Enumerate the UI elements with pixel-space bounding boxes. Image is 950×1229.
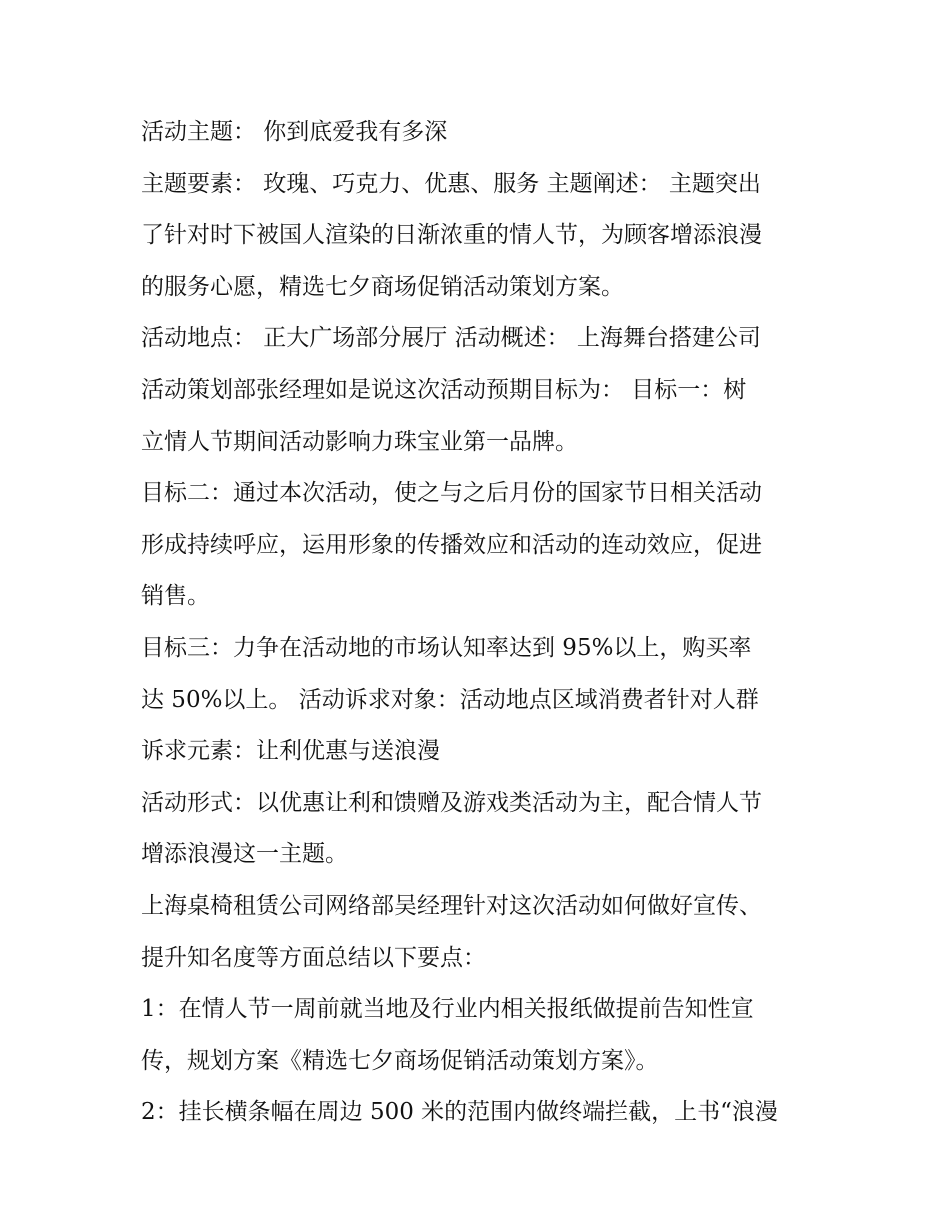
text-line: 活动地点： 正大广场部分展厅 活动概述： 上海舞台搭建公司 (141, 325, 761, 352)
text-line: 了针对时下被国人渲染的日渐浓重的情人节，为顾客增添浪漫 (141, 222, 762, 249)
text-line: 目标三：力争在活动地的市场认知率达到 95%以上，购买率 (141, 634, 752, 661)
text-line: 诉求元素：让利优惠与送浪漫 (141, 738, 440, 765)
text-line: 增添浪漫这一主题。 (141, 841, 348, 868)
text-line: 形成持续呼应，运用形象的传播效应和活动的连动效应，促进 (141, 531, 762, 558)
text-line: 活动策划部张经理如是说这次活动预期目标为： 目标一：树 (141, 376, 747, 403)
text-line: 的服务心愿，精选七夕商场促销活动策划方案。 (141, 273, 624, 300)
text-line: 1：在情人节一周前就当地及行业内相关报纸做提前告知性宣 (141, 996, 754, 1023)
text-line: 活动主题： 你到底爱我有多深 (141, 119, 448, 145)
text-line: 2：挂长横条幅在周边 500 米的范围内做终端拦截，上书“浪漫 (141, 1099, 778, 1126)
text-line: 主题要素： 玫瑰、巧克力、优惠、服务 主题阐述： 主题突出 (141, 170, 761, 197)
text-line: 达 50%以上。 活动诉求对象：活动地点区域消费者针对人群 (141, 686, 759, 713)
text-line: 立情人节期间活动影响力珠宝业第一品牌。 (141, 428, 578, 455)
text-line: 提升知名度等方面总结以下要点： (141, 944, 486, 971)
text-line: 传，规划方案《精选七夕商场促销活动策划方案》。 (141, 1047, 659, 1074)
text-line: 销售。 (141, 583, 210, 610)
text-line: 目标二：通过本次活动，使之与之后月份的国家节日相关活动 (141, 480, 762, 507)
text-line: 活动形式：以优惠让利和馈赠及游戏类活动为主，配合情人节 (141, 789, 762, 816)
document-body (141, 107, 813, 1139)
text-line: 上海桌椅租赁公司网络部吴经理针对这次活动如何做好宣传、 (141, 892, 762, 919)
